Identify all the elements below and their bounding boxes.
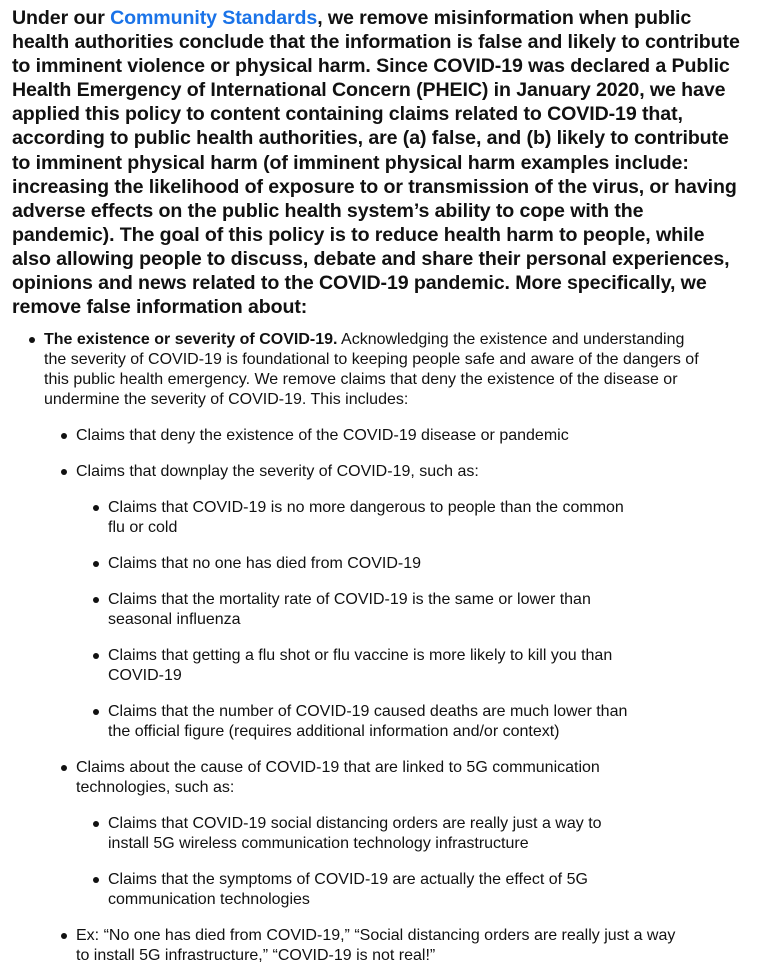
list-item	[44, 462, 709, 742]
policy-list	[12, 330, 745, 966]
list-item: Claims that COVID-19 social distancing orders are really just a way to install 5G wireless communication technology infrastructure	[76, 814, 616, 854]
list-item-text: Claims about the cause of COVID-19 that are linked to 5G communication technologies, such as:	[76, 759, 600, 797]
list-item: Claims that getting a flu shot or flu vaccine is more likely to kill you than COVID-19	[76, 646, 636, 686]
sub-claims-list	[76, 814, 616, 910]
section-body: Acknowledging the existence and understanding the severity of COVID-19 is foundational to keeping people safe and aware of the dangers of this public health emergency. We remove claims that deny the existence of the disease or undermine the severity of COVID-19. This includes:	[44, 331, 699, 409]
claims-list	[44, 426, 709, 966]
list-item: Claims that COVID-19 is no more dangerous to people than the common flu or cold	[76, 498, 636, 538]
list-item-example: Ex: “No one has died from COVID-19,” “Social distancing orders are really just a way to install 5G infrastructure,” “COVID-19 is not real!”	[44, 926, 686, 966]
intro-text-start: Under our	[12, 7, 111, 29]
intro-paragraph	[12, 6, 745, 319]
list-item-existence-severity	[12, 330, 709, 966]
list-item: Claims that the number of COVID-19 caused deaths are much lower than the official figure (requires additional information and/or context)	[76, 702, 636, 742]
list-item: Claims that deny the existence of the COVID-19 disease or pandemic	[44, 426, 709, 446]
community-standards-link[interactable]: Community Standards	[110, 7, 318, 29]
section-lead: The existence or severity of COVID-19.	[44, 331, 338, 349]
list-item: Claims that no one has died from COVID-19	[76, 554, 636, 574]
list-item: Claims that the symptoms of COVID-19 are actually the effect of 5G communication technologies	[76, 870, 616, 910]
list-item	[44, 758, 676, 910]
list-item-text: Claims that downplay the severity of COVID-19, such as:	[76, 463, 479, 481]
sub-claims-list	[76, 498, 636, 742]
intro-text-rest: , we remove misinformation when public health authorities conclude that the information is false and likely to contribute to imminent violence or physical harm. Since COVID-19 was declared a Public Health Emergency of International Concern (PHEIC) in January 2020, we have applied this policy to content containing claims related to COVID-19 that, according to public health authorities, are (a) false, and (b) likely to contribute to imminent physical harm (of imminent physical harm examples include: increasing the likelihood of exposure to or transmission of the virus, or having adverse effects on the public health system’s ability to cope with the pandemic). The goal of this policy is to reduce health harm to people, while also allowing people to discuss, debate and share their personal experiences, opinions and news related to the COVID-19 pandemic. More specifically, we remove false information about:	[12, 7, 740, 319]
list-item: Claims that the mortality rate of COVID-19 is the same or lower than seasonal influenza	[76, 590, 636, 630]
